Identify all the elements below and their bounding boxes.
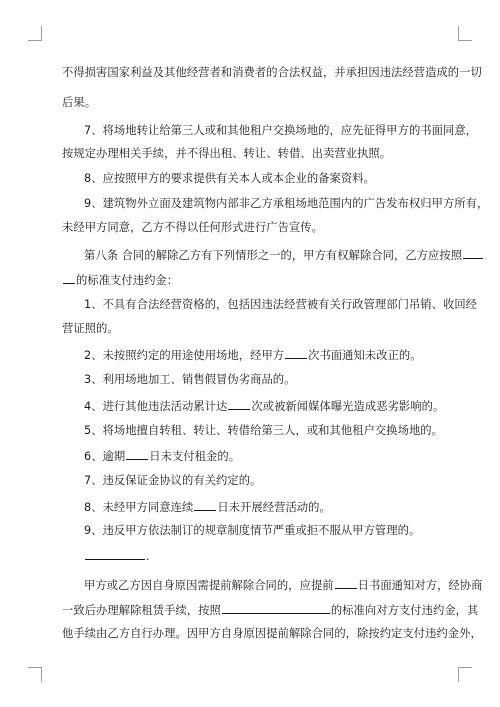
section-heading-line xyxy=(84,247,464,263)
text-segment: 8、未经甲方同意连续 xyxy=(84,501,194,514)
text-segment: 第八条 合同的解除乙方有下列情形之一的，甲方有权解除合同，乙方应按照 xyxy=(84,249,463,262)
text-line: 9、违反甲方依法制订的规章制度情节严重或拒不服从甲方管理的。 xyxy=(84,524,421,537)
text-line: 5、将场地擅自转租、转让、转借给第三人，或和其他租户交换场地的。 xyxy=(84,424,443,437)
crop-mark-top-right-h xyxy=(458,40,472,41)
text-line: 按规定办理相关手续，并不得出租、转让、转借、出卖营业执照。 xyxy=(62,147,392,160)
text-line: 3、利用场地加工、销售假冒伪劣商品的。 xyxy=(84,373,296,386)
text-segment: . xyxy=(146,550,150,563)
blank-underline xyxy=(63,272,75,284)
blank-underline xyxy=(126,448,148,460)
text-line xyxy=(84,577,483,593)
crop-mark-bottom-right-v xyxy=(458,667,459,682)
text-line xyxy=(84,398,464,414)
blank-underline xyxy=(228,398,250,410)
crop-mark-bottom-left-v xyxy=(41,667,42,682)
text-line: 未经甲方同意，乙方不得以任何形式进行广告宣传。 xyxy=(62,221,323,234)
blank-underline xyxy=(222,602,330,614)
text-line: 7、违反保证金协议的有关约定的。 xyxy=(84,474,262,487)
text-segment: 日未开展经营活动的。 xyxy=(217,501,331,514)
text-line xyxy=(62,602,479,618)
text-line: 1、不具有合法经营资格的，包括因违法经营被有关行政管理部门吊销、收回经 xyxy=(84,298,478,311)
blank-underline xyxy=(335,577,357,589)
crop-mark-top-right-v xyxy=(458,26,459,41)
blank-underline xyxy=(194,499,216,511)
blank-underline xyxy=(285,347,307,359)
text-segment: 的标准支付违约金： xyxy=(76,274,179,287)
text-segment: 次或被新闻媒体曝光造成恶劣影响的。 xyxy=(251,400,445,413)
text-line: 不得损害国家利益及其他经营者和消费者的合法权益，并承担因违法经营造成的一切 xyxy=(62,66,482,79)
text-segment: 4、进行其他违法活动累计达 xyxy=(84,400,228,413)
text-line xyxy=(62,272,442,288)
text-segment: 日未支付租金的。 xyxy=(149,450,241,463)
text-segment: 的标准向对方支付违约金，其 xyxy=(330,604,479,617)
text-line xyxy=(84,347,464,363)
text-line xyxy=(84,548,464,564)
text-segment: 一致后办理解除租赁手续，按照 xyxy=(62,604,221,617)
blank-underline xyxy=(463,247,483,259)
crop-mark-top-left-h xyxy=(28,40,42,41)
text-line: 9、建筑物外立面及建筑物内部非乙方承租场地范围内的广告发布权归甲方所有， xyxy=(84,197,489,210)
text-segment: 2、未按照约定的用途使用场地，经甲方 xyxy=(84,349,285,362)
crop-mark-top-left-v xyxy=(41,26,42,41)
crop-mark-bottom-left-h xyxy=(28,667,42,668)
text-line: 他手续由乙方自行办理。因甲方自身原因提前解除合同的，除按约定支付违约金外， xyxy=(62,627,482,640)
blank-underline xyxy=(85,548,145,560)
text-line xyxy=(84,448,464,464)
text-segment: 次书面通知未改正的。 xyxy=(308,349,422,362)
text-segment: 日书面通知对方，经协商 xyxy=(357,579,483,592)
text-line: 后果。 xyxy=(62,96,97,109)
text-line: 营证照的。 xyxy=(62,322,119,335)
crop-mark-bottom-right-h xyxy=(458,667,472,668)
text-segment: 6、逾期 xyxy=(84,450,126,463)
text-segment: 甲方或乙方因自身原因需提前解除合同的，应提前 xyxy=(84,579,334,592)
text-line: 8、应按照甲方的要求提供有关本人或本企业的备案资料。 xyxy=(84,172,375,185)
text-line: 7、将场地转让给第三人或和其他租户交换场地的，应先征得甲方的书面同意， xyxy=(84,124,478,137)
text-line xyxy=(84,499,464,515)
